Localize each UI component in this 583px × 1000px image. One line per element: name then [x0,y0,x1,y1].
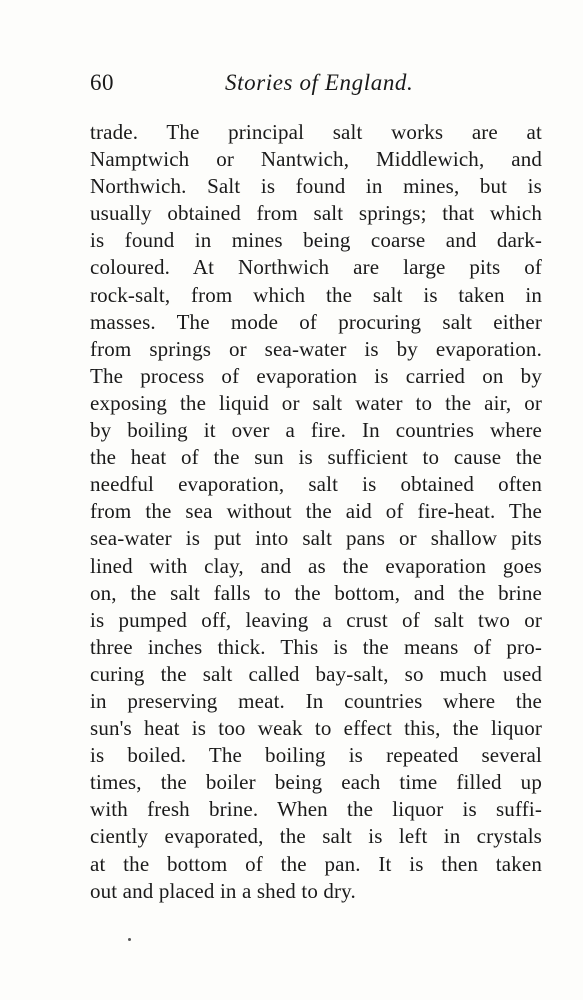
ink-speck [128,938,131,941]
text-line: the heat of the sun is sufficient to cause the [90,445,542,470]
text-line: sea-water is put into salt pans or shallow pits [90,526,542,551]
text-line: coloured. At Northwich are large pits of [90,255,542,280]
text-line: is boiled. The boiling is repeated several [90,743,542,768]
page-header [90,70,542,104]
text-line: trade. The principal salt works are at [90,120,542,144]
text-line: is pumped off, leaving a crust of salt two or [90,607,542,632]
text-line: Namptwich or Nantwich, Middlewich, and [90,147,542,172]
text-line: times, the boiler being each time filled up [90,770,542,795]
text-line: from the sea without the aid of fire-heat. The [90,499,542,524]
text-line: from springs or sea-water is by evaporation. [90,336,542,361]
page-number: 60 [90,70,114,95]
text-line: at the bottom of the pan. It is then taken [90,851,542,876]
text-line: lined with clay, and as the evaporation goes [90,553,542,578]
text-line: three inches thick. This is the means of pro- [90,634,542,659]
text-line: by boiling it over a fire. In countries where [90,418,542,443]
text-line: rock-salt, from which the salt is taken in [90,282,542,307]
text-line: usually obtained from salt springs; that which [90,201,542,226]
text-line: exposing the liquid or salt water to the air, or [90,390,542,415]
text-line: curing the salt called bay-salt, so much used [90,661,542,686]
text-line: masses. The mode of procuring salt either [90,309,542,334]
text-line: with fresh brine. When the liquor is suffi- [90,797,542,822]
text-line: sun's heat is too weak to effect this, the liquor [90,716,542,741]
text-line-last: out and placed in a shed to dry. [90,878,356,903]
text-line: in preserving meat. In countries where the [90,688,542,713]
running-title: Stories of England. [225,70,414,95]
text-line: ciently evaporated, the salt is left in crystals [90,824,542,849]
text-line: Northwich. Salt is found in mines, but is [90,174,542,199]
body-text [90,119,542,905]
text-line: The process of evaporation is carried on by [90,363,542,388]
text-line: needful evaporation, salt is obtained often [90,472,542,497]
text-line: is found in mines being coarse and dark- [90,228,542,253]
text-line: on, the salt falls to the bottom, and the brine [90,580,542,605]
